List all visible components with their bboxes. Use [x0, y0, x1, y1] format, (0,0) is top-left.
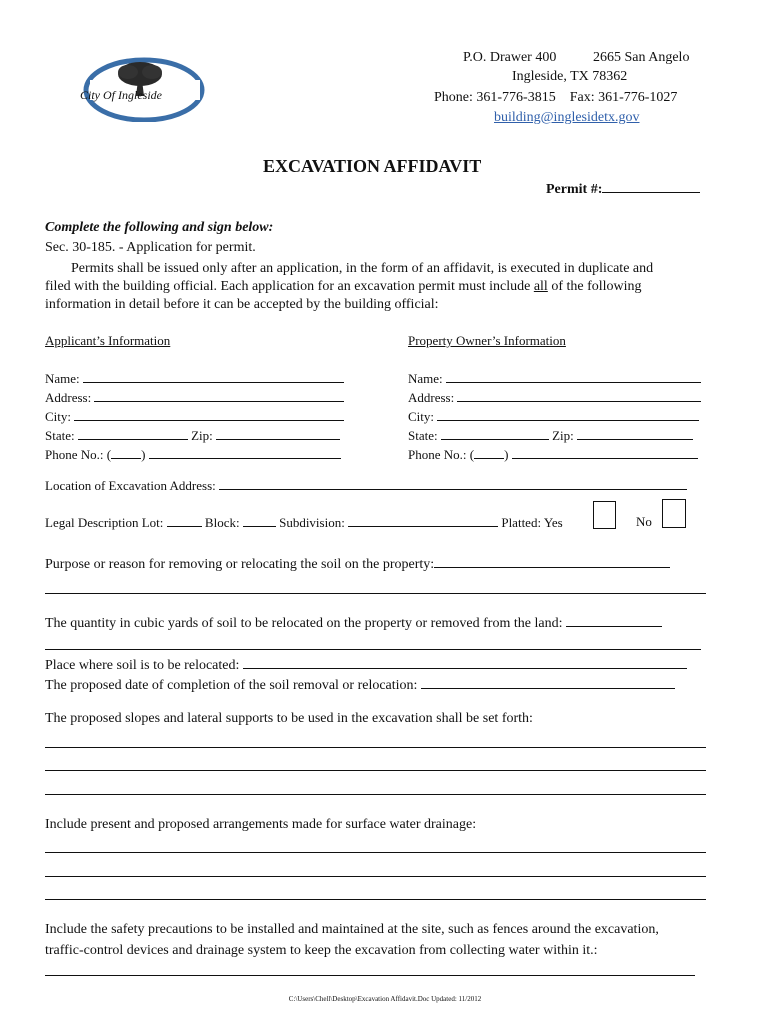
applicant-phone-label: Phone No.: ( [45, 447, 112, 462]
legal-lot-label: Legal Description Lot: [45, 515, 164, 530]
legal-block-label: Block: [204, 515, 240, 530]
owner-address-field[interactable] [408, 389, 701, 406]
contact-street: 2665 San Angelo [593, 50, 690, 65]
applicant-heading: Applicant’s Information [45, 333, 171, 348]
applicant-phone-close: ) [141, 447, 146, 462]
applicant-state-zip-field[interactable] [45, 427, 340, 444]
drainage-answer-line-3[interactable] [45, 899, 706, 900]
purpose-label: Purpose or reason for removing or relocating the soil on the property: [45, 557, 435, 572]
applicant-address-label: Address: [45, 390, 92, 405]
contact-phone-fax: Phone: 361-776-3815 Fax: 361-776-1027 [434, 90, 678, 105]
owner-phone-field[interactable] [408, 446, 698, 463]
page-title: EXCAVATION AFFIDAVIT [263, 156, 482, 176]
date-question[interactable] [45, 676, 675, 694]
date-label: The proposed date of completion of the soil removal or relocation: [45, 678, 418, 693]
purpose-answer-line[interactable] [45, 593, 706, 594]
owner-name-field[interactable] [408, 370, 701, 387]
owner-city-label: City: [408, 409, 435, 424]
owner-name-label: Name: [408, 371, 443, 386]
platted-no-label: No [636, 514, 652, 529]
applicant-state-label: State: [45, 428, 75, 443]
location-label: Location of Excavation Address: [45, 478, 216, 493]
place-question[interactable] [45, 656, 687, 674]
intro-heading: Complete the following and sign below: [45, 220, 274, 235]
permit-field[interactable] [546, 180, 700, 198]
owner-state-zip-field[interactable] [408, 427, 693, 444]
intro-para-all: all [533, 279, 548, 294]
slopes-answer-line-1[interactable] [45, 747, 706, 748]
footer-path: C:\Users\Chell\Desktop\Excavation Affidavit.Doc Updated: 11/2012 [288, 995, 482, 1003]
intro-para-line2-end: of the following [547, 279, 642, 294]
legal-description-row [45, 500, 563, 530]
drainage-answer-line-2[interactable] [45, 876, 706, 877]
city-logo [80, 50, 210, 122]
slopes-answer-line-2[interactable] [45, 770, 706, 771]
platted-yes-checkbox[interactable] [593, 501, 616, 529]
drainage-question: Include present and proposed arrangements made for surface water drainage: [45, 817, 477, 832]
owner-phone-label: Phone No.: ( [408, 447, 475, 462]
drainage-answer-line-1[interactable] [45, 852, 706, 853]
contact-email-link[interactable]: building@inglesidetx.gov [494, 110, 640, 125]
intro-para-line1: Permits shall be issued only after an application, in the form of an affidavit, is executed in duplicate and [71, 261, 654, 276]
platted-no-checkbox[interactable] [662, 499, 686, 528]
applicant-city-field[interactable] [45, 408, 344, 425]
intro-para-line2-text: filed with the building official. Each application for an excavation permit must include [45, 279, 534, 294]
owner-heading: Property Owner’s Information [408, 333, 566, 348]
platted-yes-label: Platted: Yes [501, 515, 563, 530]
applicant-zip-label: Zip: [191, 428, 213, 443]
owner-zip-label: Zip: [552, 428, 574, 443]
intro-para-line2 [45, 279, 642, 295]
contact-po-box: P.O. Drawer 400 [463, 50, 557, 65]
legal-subdivision-label: Subdivision: [279, 515, 345, 530]
location-field[interactable] [45, 477, 687, 494]
legal-subdivision-field[interactable] [348, 514, 498, 527]
owner-phone-close: ) [504, 447, 509, 462]
safety-answer-line[interactable] [45, 975, 695, 976]
place-label: Place where soil is to be relocated: [45, 658, 240, 673]
owner-city-field[interactable] [408, 408, 699, 425]
intro-section: Sec. 30-185. - Application for permit. [45, 240, 256, 255]
quantity-question[interactable] [45, 614, 662, 632]
safety-question-line1: Include the safety precautions to be installed and maintained at the site, such as fences around the excavation, [45, 922, 659, 937]
slopes-question: The proposed slopes and lateral supports to be used in the excavation shall be set forth: [45, 711, 533, 726]
owner-state-label: State: [408, 428, 438, 443]
applicant-phone-field[interactable] [45, 446, 341, 463]
contact-city-line: Ingleside, TX 78362 [512, 69, 628, 84]
quantity-label: The quantity in cubic yards of soil to be relocated on the property or removed from the land: [45, 616, 563, 631]
applicant-name-field[interactable] [45, 370, 344, 387]
slopes-answer-line-3[interactable] [45, 794, 706, 795]
logo-graphic [80, 50, 210, 122]
owner-address-label: Address: [408, 390, 455, 405]
logo-text: City Of Ingleside [80, 88, 162, 102]
permit-label: Permit #: [546, 182, 603, 197]
legal-block-field[interactable] [243, 514, 276, 527]
applicant-name-label: Name: [45, 371, 80, 386]
intro-para-line3: information in detail before it can be accepted by the building official: [45, 297, 439, 312]
purpose-question[interactable] [45, 555, 670, 573]
safety-question-line2: traffic-control devices and drainage system to keep the excavation from collecting water within it.: [45, 943, 598, 958]
quantity-answer-line[interactable] [45, 649, 701, 650]
applicant-address-field[interactable] [45, 389, 344, 406]
legal-lot-field[interactable] [167, 514, 202, 527]
applicant-city-label: City: [45, 409, 72, 424]
